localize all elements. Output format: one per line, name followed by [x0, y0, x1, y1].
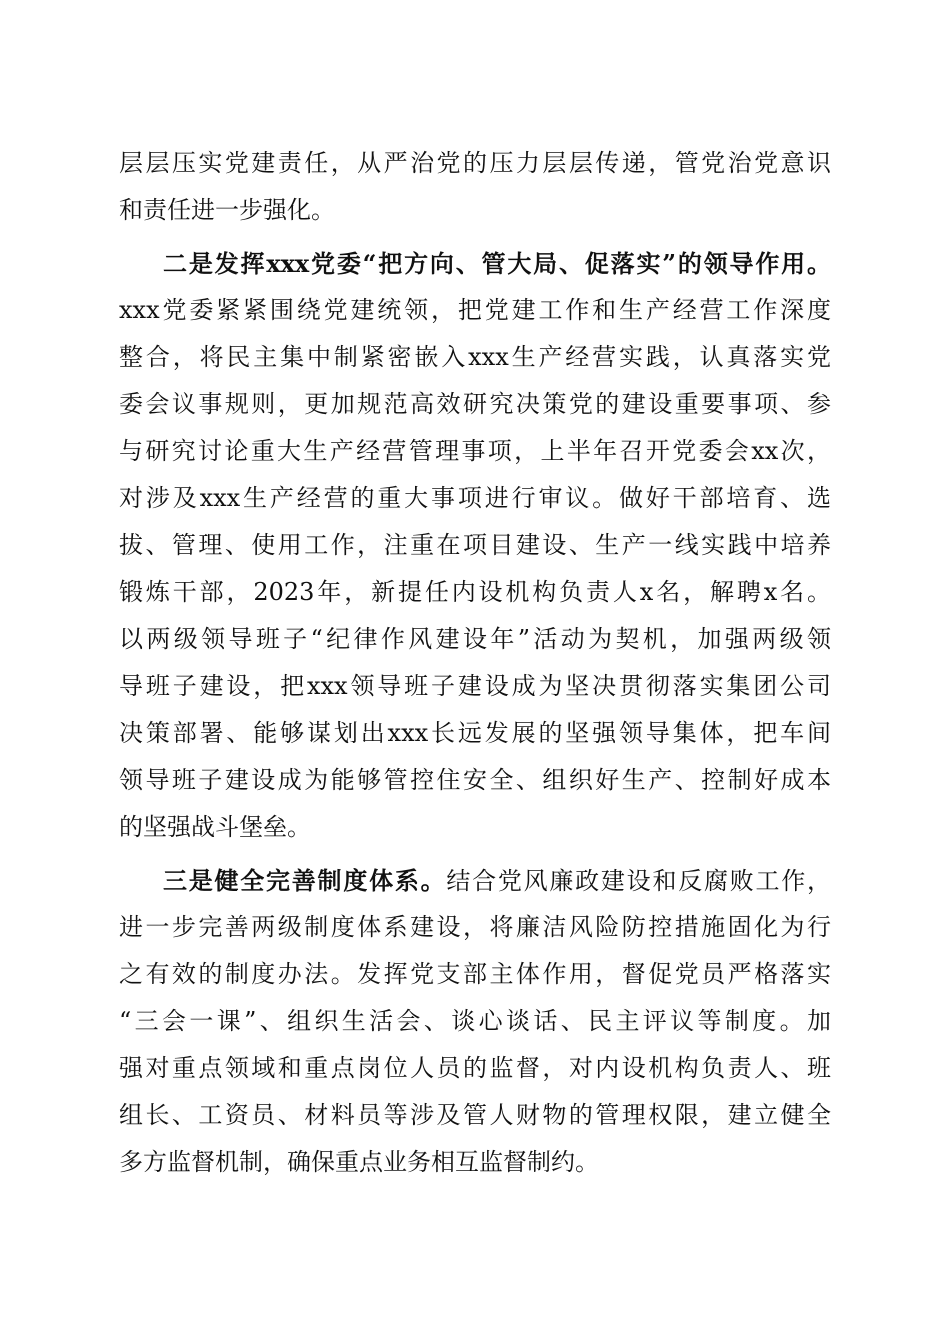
para2-line-10: 决策部署、能够谋划出xxx长远发展的坚强领导集体，把车间 — [119, 719, 831, 747]
para2-line-3: 委会议事规则，更加规范高效研究决策党的建设重要事项、参 — [119, 390, 831, 418]
para3-line-5: 组长、工资员、材料员等涉及管人财物的管理权限，建立健全 — [119, 1101, 831, 1129]
para1-line-1: 层层压实党建责任，从严治党的压力层层传递，管党治党意识 — [119, 149, 831, 177]
para3-line-2: 之有效的制度办法。发挥党支部主体作用，督促党员严格落实 — [119, 960, 831, 988]
para3-line-6: 多方监督机制，确保重点业务相互监督制约。 — [119, 1148, 599, 1176]
para2-line-11: 领导班子建设成为能够管控住安全、组织好生产、控制好成本 — [119, 766, 831, 794]
para2-line-6: 拔、管理、使用工作，注重在项目建设、生产一线实践中培养 — [119, 531, 831, 559]
para2-line-7: 锻炼干部，2023年，新提任内设机构负责人x名，解聘x名。 — [119, 578, 831, 606]
para3-heading: 三是健全完善制度体系。 — [163, 866, 447, 895]
para2-line-8: 以两级领导班子“纪律作风建设年”活动为契机，加强两级领 — [119, 625, 831, 653]
para3-first-line-rest: 结合党风廉政建设和反腐败工作， — [446, 867, 831, 895]
para2-line-2: 整合，将民主集中制紧密嵌入xxx生产经营实践，认真落实党 — [119, 343, 831, 371]
para2-heading: 二是发挥xxx党委“把方向、管大局、促落实”的领导作用。 — [163, 249, 831, 278]
para3-first-line — [119, 857, 831, 904]
para3-line-1: 进一步完善两级制度体系建设，将廉洁风险防控措施固化为行 — [119, 913, 831, 941]
para2-line-5: 对涉及xxx生产经营的重大事项进行审议。做好干部培育、选 — [119, 484, 831, 512]
para2-line-1: xxx党委紧紧围绕党建统领，把党建工作和生产经营工作深度 — [119, 296, 831, 324]
document-body — [119, 140, 831, 1186]
para2-line-9: 导班子建设，把xxx领导班子建设成为坚决贯彻落实集团公司 — [119, 672, 831, 700]
para3-line-4: 强对重点领域和重点岗位人员的监督，对内设机构负责人、班 — [119, 1054, 831, 1082]
para2-line-4: 与研究讨论重大生产经营管理事项，上半年召开党委会xx次， — [119, 437, 831, 465]
para2-line-12: 的坚强战斗堡垒。 — [119, 813, 311, 841]
para1-line-2: 和责任进一步强化。 — [119, 196, 335, 224]
para3-line-3: “三会一课”、组织生活会、谈心谈话、民主评议等制度。加 — [119, 1007, 831, 1035]
